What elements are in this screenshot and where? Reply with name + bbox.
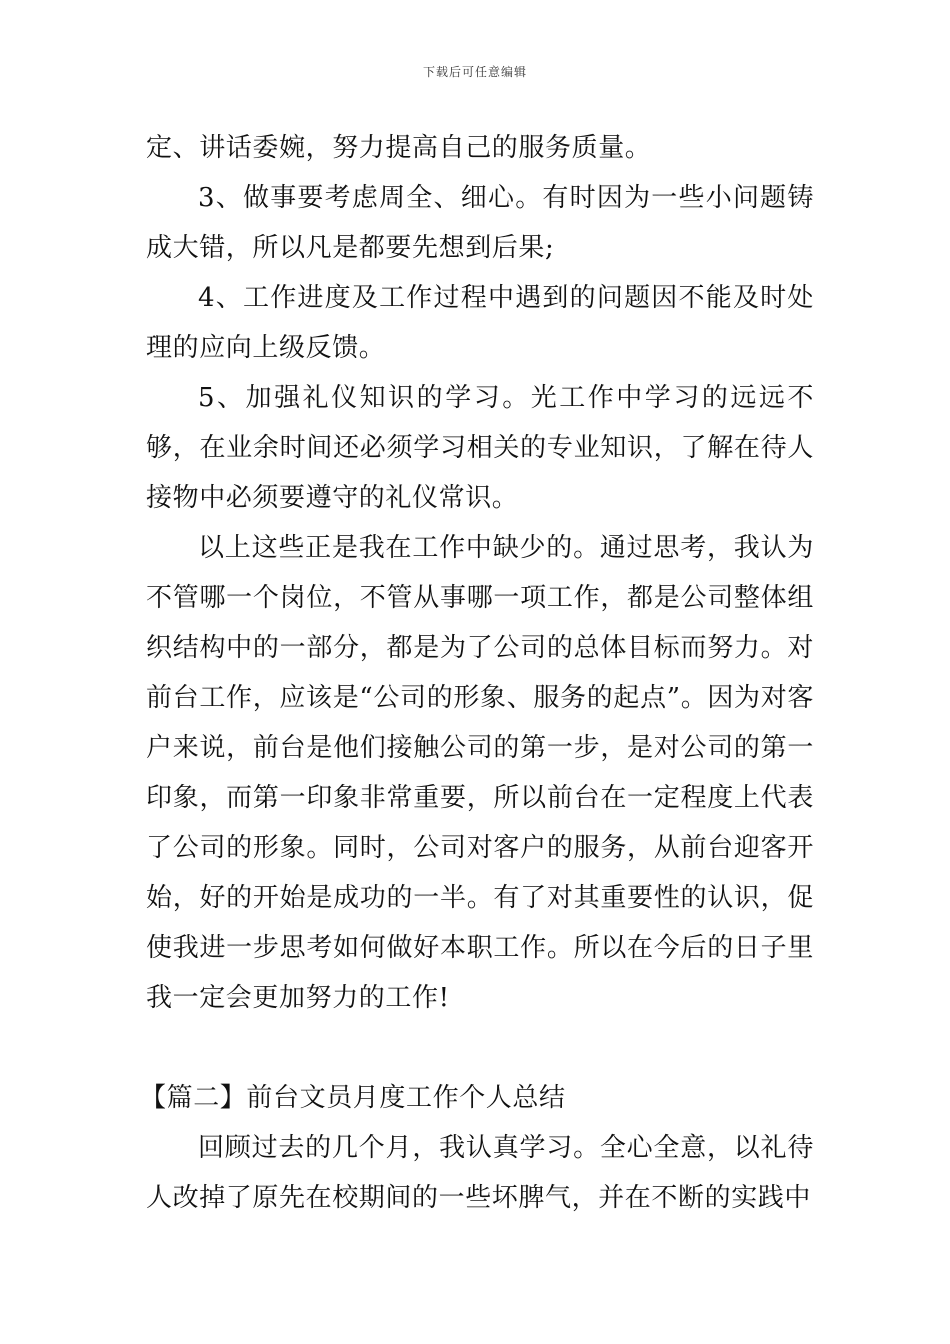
paragraph-item-5: 5、加强礼仪知识的学习。光工作中学习的远远不够，在业余时间还必须学习相关的专业知识，了解在待人接物中必须要遵守的礼仪常识。	[146, 383, 814, 513]
document-body	[140, 123, 814, 1223]
section-paragraph: 回顾过去的几个月，我认真学习。全心全意，以礼待人改掉了原先在校期间的一些坏脾气，并在不断的实践中	[146, 1133, 814, 1213]
page-header: 下载后可任意编辑	[422, 65, 527, 79]
paragraph-item-3: 3、做事要考虑周全、细心。有时因为一些小问题铸成大错，所以凡是都要先想到后果;	[146, 183, 814, 263]
section-title: 【篇二】前台文员月度工作个人总结	[140, 1083, 566, 1113]
paragraph-continuation: 定、讲话委婉，努力提高自己的服务质量。	[146, 133, 652, 163]
paragraph-conclusion: 以上这些正是我在工作中缺少的。通过思考，我认为不管哪一个岗位，不管从事哪一项工作，都是公司整体组织结构中的一部分，都是为了公司的总体目标而努力。对前台工作，应该是“公司的形象、服务的起点”。因为对客户来说，前台是他们接触公司的第一步，是对公司的第一印象，而第一印象非常重要，所以前台在一定程度上代表了公司的形象。同时，公司对客户的服务，从前台迎客开始，好的开始是成功的一半。有了对其重要性的认识，促使我进一步思考如何做好本职工作。所以在今后的日子里我一定会更加努力的工作!	[146, 533, 814, 1013]
paragraph-item-4: 4、工作进度及工作过程中遇到的问题因不能及时处理的应向上级反馈。	[146, 283, 814, 363]
